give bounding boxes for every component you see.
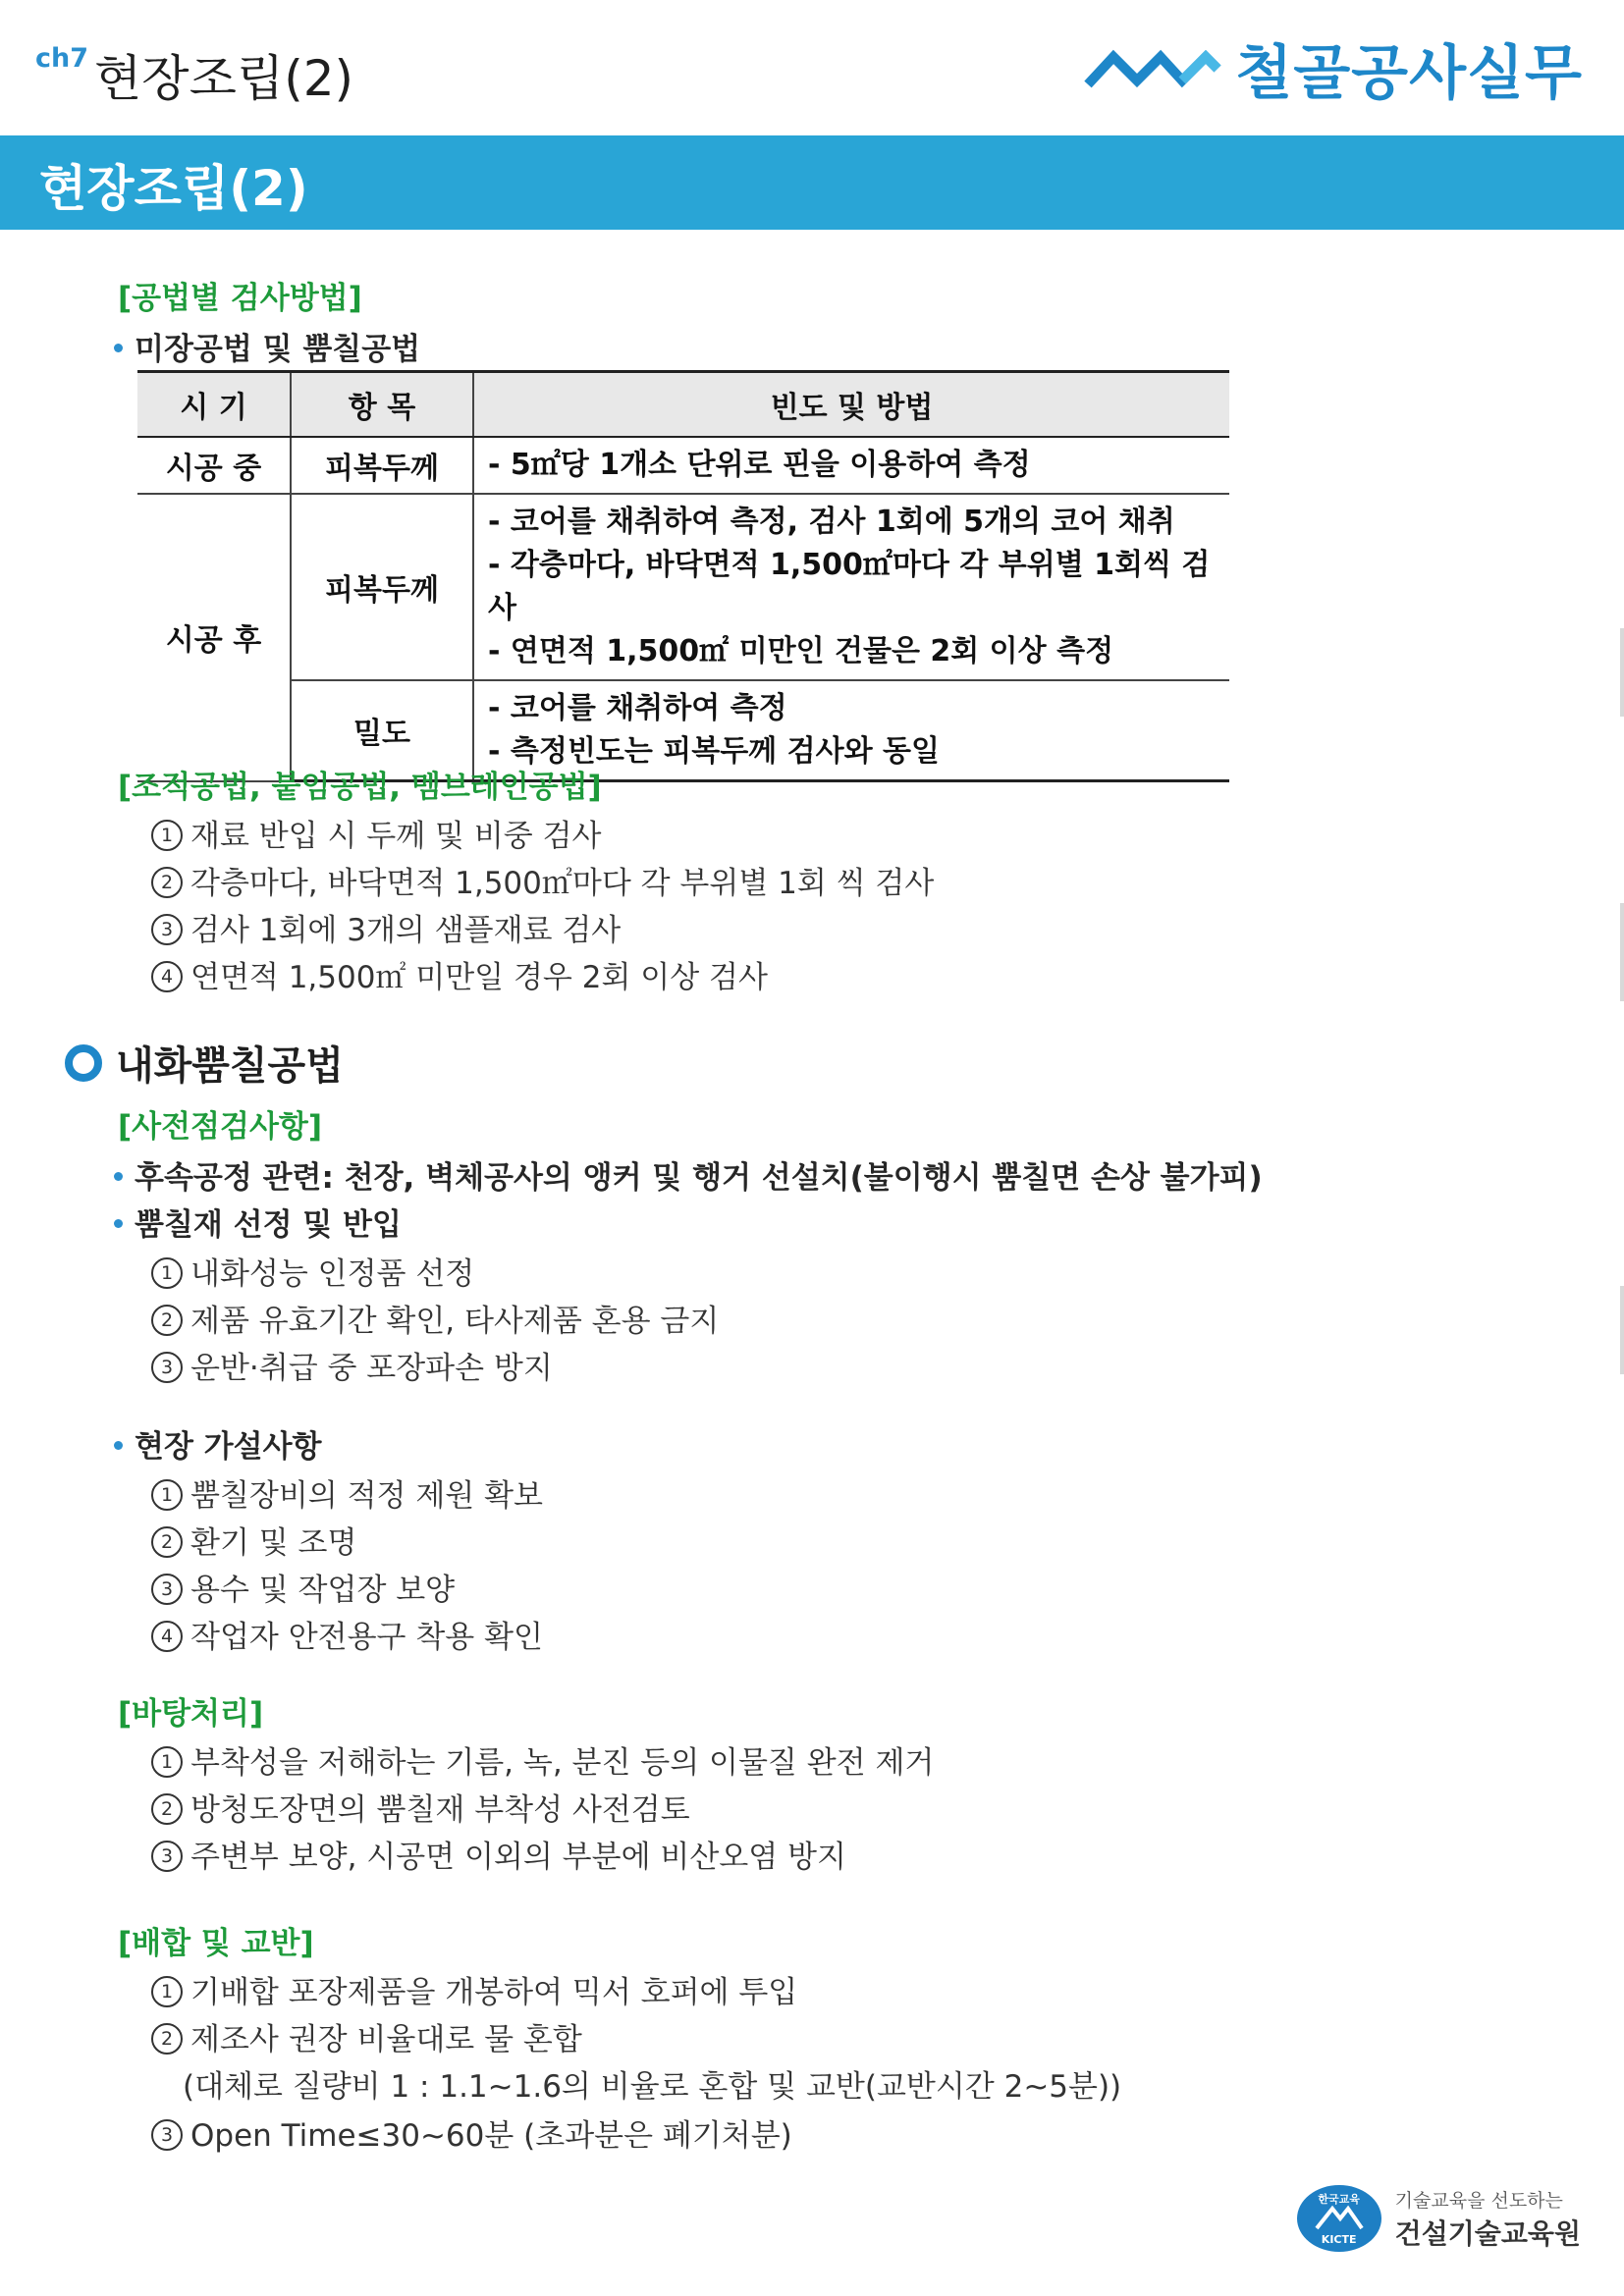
item-density: 밀도 — [291, 680, 473, 781]
banner-title: 현장조립(2) — [39, 160, 308, 217]
list-item: 4 연면적 1,500㎡ 미만일 경우 2회 이상 검사 — [151, 952, 768, 996]
period-after: 시공 후 — [137, 494, 291, 781]
header-item: 항 목 — [291, 372, 473, 438]
method-cell: - 코어를 채취하여 측정 - 측정빈도는 피복두께 검사와 동일 — [473, 680, 1229, 781]
bullet-dot-icon — [114, 1219, 123, 1228]
bullet-dot-icon — [114, 1441, 123, 1450]
table-row — [137, 494, 1229, 680]
base-heading: [바탕처리] — [118, 1696, 264, 1732]
inspection-table — [137, 370, 1229, 782]
header-method: 빈도 및 방법 — [473, 372, 1229, 438]
period-during: 시공 중 — [137, 437, 291, 494]
list-item: 1 내화성능 인정품 선정 — [151, 1249, 474, 1293]
list-item: 2 제품 유효기간 확인, 타사제품 혼용 금지 — [151, 1296, 719, 1340]
bullet-dot-icon — [114, 1172, 123, 1181]
bullet-dot-icon — [114, 344, 123, 352]
title-banner — [0, 135, 1624, 230]
list-item: 3 용수 및 작업장 보양 — [151, 1565, 455, 1609]
list-item: 3 Open Time≤30~60분 (초과분은 폐기처분) — [151, 2110, 792, 2155]
list-item: 1 기배합 포장제품을 개봉하여 믹서 호퍼에 투입 — [151, 1967, 797, 2011]
mountain-icon — [1315, 2205, 1364, 2230]
brand-name: 철골공사실무 — [1235, 39, 1583, 108]
list-item: 3 주변부 보양, 시공면 이외의 부분에 비산오염 방지 — [151, 1832, 846, 1876]
mix-heading: [배합 및 교반] — [118, 1926, 314, 1961]
site-bullet: 현장 가설사항 — [114, 1421, 321, 1466]
precheck-bullet: 후속공정 관련: 천장, 벽체공사의 앵커 및 행거 선설치(불이행시 뿜칠면 손상 불가피) — [114, 1152, 1263, 1197]
method-cell: - 코어를 채취하여 측정, 검사 1회에 5개의 코어 채취 - 각층마다, 바닥면적 1,500㎡마다 각 부위별 1회씩 검사 - 연면적 1,500㎡ 미만인 건물은 2회 이상 측정 — [473, 494, 1229, 680]
footer-logo — [1297, 2185, 1581, 2252]
list-item: 2 제조사 권장 비율대로 물 혼합 — [151, 2014, 582, 2058]
footer-org: 건설기술교육원 — [1394, 2216, 1581, 2250]
inspection-heading: [공법별 검사방법] — [118, 281, 362, 316]
list-item: 2 방청도장면의 뿜칠재 부착성 사전검토 — [151, 1785, 690, 1829]
brand-logo — [1084, 29, 1583, 108]
chapter-tag: ch7 — [35, 43, 89, 74]
edge-mark — [1620, 628, 1624, 717]
inspection-bullet: 미장공법 및 뿜칠공법 — [114, 324, 420, 368]
list-item: 4 작업자 안전용구 착용 확인 — [151, 1612, 543, 1656]
list-item: 3 운반·취급 중 포장파손 방지 — [151, 1343, 553, 1387]
list-item: 3 검사 1회에 3개의 샘플재료 검사 — [151, 905, 621, 949]
ring-bullet-icon — [65, 1044, 102, 1082]
footer-text — [1395, 2186, 1581, 2252]
mix-note: (대체로 질량비 1 : 1.1~1.6의 비율로 혼합 및 교반(교반시간 2~5분)) — [183, 2069, 1122, 2105]
chapter-title: 현장조립(2) — [94, 50, 354, 107]
wave-logo-icon — [1084, 49, 1221, 88]
method-cell: - 5㎡당 1개소 단위로 핀을 이용하여 측정 — [473, 437, 1229, 494]
list-item: 1 뿜칠장비의 적정 제원 확보 — [151, 1470, 543, 1515]
header-period: 시 기 — [137, 372, 291, 438]
list-item: 1 부착성을 저해하는 기름, 녹, 분진 등의 이물질 완전 제거 — [151, 1737, 934, 1782]
table-row — [137, 437, 1229, 494]
list-item: 2 환기 및 조명 — [151, 1518, 356, 1562]
table-header-row — [137, 372, 1229, 438]
item-thickness: 피복두께 — [291, 494, 473, 680]
precheck-heading: [사전점검사항] — [118, 1109, 323, 1145]
edge-mark — [1620, 903, 1624, 1001]
kicte-badge-icon: 한국교육 KICTE — [1297, 2185, 1381, 2252]
masonry-heading: [조적공법, 붙임공법, 멤브레인공법] — [118, 770, 602, 805]
item-thickness: 피복두께 — [291, 437, 473, 494]
edge-mark — [1620, 1286, 1624, 1374]
list-item: 1 재료 반입 시 두께 및 비중 검사 — [151, 811, 601, 855]
footer-tagline: 기술교육을 선도하는 — [1394, 2189, 1563, 2212]
list-item: 2 각층마다, 바닥면적 1,500㎡마다 각 부위별 1회 씩 검사 — [151, 858, 934, 902]
section-heading: 내화뿜칠공법 — [65, 1035, 344, 1091]
precheck-bullet: 뿜칠재 선정 및 반입 — [114, 1200, 402, 1244]
